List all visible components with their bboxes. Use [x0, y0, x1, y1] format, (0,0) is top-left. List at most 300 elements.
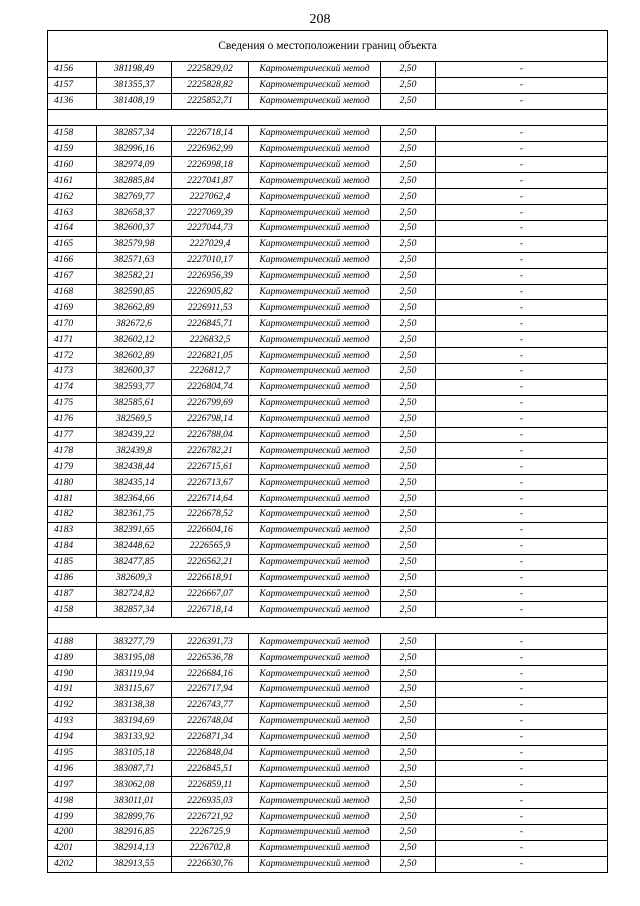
description-cell: -: [436, 522, 608, 538]
y-coordinate-cell: 2226565,9: [172, 538, 249, 554]
point-number-cell: 4136: [48, 93, 97, 109]
precision-cell: 2,50: [381, 713, 436, 729]
x-coordinate-cell: 382364,66: [97, 491, 172, 507]
method-cell: Картометрический метод: [249, 332, 381, 348]
precision-cell: 2,50: [381, 507, 436, 523]
table-row: [48, 475, 608, 491]
x-coordinate-cell: 381408,19: [97, 93, 172, 109]
table-row: [48, 554, 608, 570]
description-cell: -: [436, 93, 608, 109]
point-number-cell: 4165: [48, 236, 97, 252]
table-row: [48, 379, 608, 395]
y-coordinate-cell: 2225829,02: [172, 62, 249, 78]
description-cell: -: [436, 840, 608, 856]
description-cell: -: [436, 173, 608, 189]
point-number-cell: 4188: [48, 634, 97, 650]
group-separator-row: [48, 618, 608, 634]
table-row: [48, 602, 608, 618]
table-row: [48, 570, 608, 586]
method-cell: Картометрический метод: [249, 364, 381, 380]
description-cell: -: [436, 62, 608, 78]
precision-cell: 2,50: [381, 586, 436, 602]
description-cell: -: [436, 602, 608, 618]
y-coordinate-cell: 2226845,71: [172, 316, 249, 332]
description-cell: -: [436, 634, 608, 650]
x-coordinate-cell: 382585,61: [97, 395, 172, 411]
description-cell: -: [436, 189, 608, 205]
y-coordinate-cell: 2226859,11: [172, 777, 249, 793]
table-row: [48, 332, 608, 348]
point-number-cell: 4168: [48, 284, 97, 300]
x-coordinate-cell: 382662,89: [97, 300, 172, 316]
method-cell: Картометрический метод: [249, 284, 381, 300]
table-row: [48, 777, 608, 793]
table-row: [48, 316, 608, 332]
point-number-cell: 4174: [48, 379, 97, 395]
x-coordinate-cell: 382658,37: [97, 205, 172, 221]
description-cell: -: [436, 125, 608, 141]
table-row: [48, 93, 608, 109]
x-coordinate-cell: 382899,76: [97, 809, 172, 825]
y-coordinate-cell: 2227029,4: [172, 236, 249, 252]
precision-cell: 2,50: [381, 666, 436, 682]
point-number-cell: 4200: [48, 824, 97, 840]
precision-cell: 2,50: [381, 761, 436, 777]
method-cell: Картометрический метод: [249, 93, 381, 109]
description-cell: -: [436, 77, 608, 93]
method-cell: Картометрический метод: [249, 793, 381, 809]
precision-cell: 2,50: [381, 252, 436, 268]
method-cell: Картометрический метод: [249, 316, 381, 332]
description-cell: -: [436, 427, 608, 443]
method-cell: Картометрический метод: [249, 761, 381, 777]
description-cell: -: [436, 316, 608, 332]
point-number-cell: 4191: [48, 681, 97, 697]
x-coordinate-cell: 382600,37: [97, 221, 172, 237]
point-number-cell: 4198: [48, 793, 97, 809]
point-number-cell: 4181: [48, 491, 97, 507]
precision-cell: 2,50: [381, 856, 436, 872]
y-coordinate-cell: 2226562,21: [172, 554, 249, 570]
y-coordinate-cell: 2226804,74: [172, 379, 249, 395]
y-coordinate-cell: 2226998,18: [172, 157, 249, 173]
description-cell: -: [436, 332, 608, 348]
point-number-cell: 4199: [48, 809, 97, 825]
x-coordinate-cell: 383138,38: [97, 697, 172, 713]
x-coordinate-cell: 382914,13: [97, 840, 172, 856]
point-number-cell: 4173: [48, 364, 97, 380]
method-cell: Картометрический метод: [249, 570, 381, 586]
x-coordinate-cell: 382672,6: [97, 316, 172, 332]
description-cell: -: [436, 793, 608, 809]
precision-cell: 2,50: [381, 427, 436, 443]
description-cell: -: [436, 475, 608, 491]
point-number-cell: 4160: [48, 157, 97, 173]
y-coordinate-cell: 2226782,21: [172, 443, 249, 459]
point-number-cell: 4180: [48, 475, 97, 491]
x-coordinate-cell: 382602,89: [97, 348, 172, 364]
method-cell: Картометрический метод: [249, 427, 381, 443]
table-row: [48, 824, 608, 840]
point-number-cell: 4159: [48, 141, 97, 157]
point-number-cell: 4177: [48, 427, 97, 443]
description-cell: -: [436, 443, 608, 459]
method-cell: Картометрический метод: [249, 554, 381, 570]
point-number-cell: 4184: [48, 538, 97, 554]
x-coordinate-cell: 382477,85: [97, 554, 172, 570]
point-number-cell: 4187: [48, 586, 97, 602]
point-number-cell: 4163: [48, 205, 97, 221]
y-coordinate-cell: 2227041,87: [172, 173, 249, 189]
point-number-cell: 4167: [48, 268, 97, 284]
y-coordinate-cell: 2227010,17: [172, 252, 249, 268]
x-coordinate-cell: 382857,34: [97, 125, 172, 141]
group-separator-cell: [48, 109, 608, 125]
precision-cell: 2,50: [381, 300, 436, 316]
point-number-cell: 4169: [48, 300, 97, 316]
table-row: [48, 491, 608, 507]
table-row: [48, 809, 608, 825]
x-coordinate-cell: 382913,55: [97, 856, 172, 872]
y-coordinate-cell: 2227044,73: [172, 221, 249, 237]
y-coordinate-cell: 2226630,76: [172, 856, 249, 872]
method-cell: Картометрический метод: [249, 650, 381, 666]
x-coordinate-cell: 383105,18: [97, 745, 172, 761]
precision-cell: 2,50: [381, 125, 436, 141]
point-number-cell: 4178: [48, 443, 97, 459]
table-row: [48, 681, 608, 697]
table-row: [48, 189, 608, 205]
x-coordinate-cell: 383133,92: [97, 729, 172, 745]
precision-cell: 2,50: [381, 268, 436, 284]
method-cell: Картометрический метод: [249, 745, 381, 761]
method-cell: Картометрический метод: [249, 379, 381, 395]
description-cell: -: [436, 364, 608, 380]
point-number-cell: 4162: [48, 189, 97, 205]
x-coordinate-cell: 381355,37: [97, 77, 172, 93]
precision-cell: 2,50: [381, 602, 436, 618]
precision-cell: 2,50: [381, 538, 436, 554]
table-row: [48, 666, 608, 682]
y-coordinate-cell: 2227069,39: [172, 205, 249, 221]
precision-cell: 2,50: [381, 443, 436, 459]
method-cell: Картометрический метод: [249, 713, 381, 729]
precision-cell: 2,50: [381, 205, 436, 221]
table-row: [48, 348, 608, 364]
table-row: [48, 459, 608, 475]
precision-cell: 2,50: [381, 475, 436, 491]
method-cell: Картометрический метод: [249, 809, 381, 825]
y-coordinate-cell: 2226714,64: [172, 491, 249, 507]
point-number-cell: 4166: [48, 252, 97, 268]
method-cell: Картометрический метод: [249, 348, 381, 364]
y-coordinate-cell: 2226935,03: [172, 793, 249, 809]
x-coordinate-cell: 382916,85: [97, 824, 172, 840]
description-cell: -: [436, 761, 608, 777]
precision-cell: 2,50: [381, 729, 436, 745]
method-cell: Картометрический метод: [249, 395, 381, 411]
point-number-cell: 4202: [48, 856, 97, 872]
x-coordinate-cell: 382439,8: [97, 443, 172, 459]
x-coordinate-cell: 382857,34: [97, 602, 172, 618]
method-cell: Картометрический метод: [249, 586, 381, 602]
table-row: [48, 221, 608, 237]
table-row: [48, 364, 608, 380]
method-cell: Картометрический метод: [249, 62, 381, 78]
precision-cell: 2,50: [381, 824, 436, 840]
y-coordinate-cell: 2226905,82: [172, 284, 249, 300]
table-row: [48, 634, 608, 650]
table-row: [48, 761, 608, 777]
precision-cell: 2,50: [381, 634, 436, 650]
description-cell: -: [436, 268, 608, 284]
point-number-cell: 4201: [48, 840, 97, 856]
table-row: [48, 840, 608, 856]
point-number-cell: 4156: [48, 62, 97, 78]
point-number-cell: 4189: [48, 650, 97, 666]
precision-cell: 2,50: [381, 93, 436, 109]
description-cell: -: [436, 666, 608, 682]
x-coordinate-cell: 381198,49: [97, 62, 172, 78]
table-row: [48, 77, 608, 93]
method-cell: Картометрический метод: [249, 157, 381, 173]
x-coordinate-cell: 382724,82: [97, 586, 172, 602]
method-cell: Картометрический метод: [249, 411, 381, 427]
table-row: [48, 793, 608, 809]
description-cell: -: [436, 681, 608, 697]
y-coordinate-cell: 2226725,9: [172, 824, 249, 840]
method-cell: Картометрический метод: [249, 666, 381, 682]
description-cell: -: [436, 221, 608, 237]
description-cell: -: [436, 538, 608, 554]
table-row: [48, 586, 608, 602]
boundary-coordinates-table: [47, 30, 608, 873]
table-header-row: [48, 31, 608, 62]
method-cell: Картометрический метод: [249, 205, 381, 221]
x-coordinate-cell: 383119,94: [97, 666, 172, 682]
y-coordinate-cell: 2226821,05: [172, 348, 249, 364]
point-number-cell: 4175: [48, 395, 97, 411]
point-number-cell: 4192: [48, 697, 97, 713]
precision-cell: 2,50: [381, 236, 436, 252]
y-coordinate-cell: 2226667,07: [172, 586, 249, 602]
method-cell: Картометрический метод: [249, 824, 381, 840]
point-number-cell: 4182: [48, 507, 97, 523]
table-row: [48, 300, 608, 316]
x-coordinate-cell: 382996,16: [97, 141, 172, 157]
precision-cell: 2,50: [381, 141, 436, 157]
y-coordinate-cell: 2226536,78: [172, 650, 249, 666]
x-coordinate-cell: 382593,77: [97, 379, 172, 395]
y-coordinate-cell: 2226718,14: [172, 602, 249, 618]
x-coordinate-cell: 383194,69: [97, 713, 172, 729]
point-number-cell: 4194: [48, 729, 97, 745]
point-number-cell: 4164: [48, 221, 97, 237]
description-cell: -: [436, 507, 608, 523]
coordinates-sheet: [47, 30, 607, 873]
precision-cell: 2,50: [381, 379, 436, 395]
point-number-cell: 4176: [48, 411, 97, 427]
method-cell: Картометрический метод: [249, 221, 381, 237]
x-coordinate-cell: 382439,22: [97, 427, 172, 443]
point-number-cell: 4197: [48, 777, 97, 793]
table-row: [48, 268, 608, 284]
method-cell: Картометрический метод: [249, 77, 381, 93]
precision-cell: 2,50: [381, 316, 436, 332]
y-coordinate-cell: 2226799,69: [172, 395, 249, 411]
precision-cell: 2,50: [381, 348, 436, 364]
method-cell: Картометрический метод: [249, 459, 381, 475]
table-row: [48, 729, 608, 745]
table-row: [48, 650, 608, 666]
x-coordinate-cell: 383087,71: [97, 761, 172, 777]
precision-cell: 2,50: [381, 173, 436, 189]
section-title: Сведения о местоположении границ объекта: [48, 31, 608, 62]
table-row: [48, 252, 608, 268]
method-cell: Картометрический метод: [249, 697, 381, 713]
x-coordinate-cell: 383115,67: [97, 681, 172, 697]
table-row: [48, 713, 608, 729]
table-row: [48, 443, 608, 459]
y-coordinate-cell: 2226788,04: [172, 427, 249, 443]
y-coordinate-cell: 2225828,82: [172, 77, 249, 93]
y-coordinate-cell: 2226911,53: [172, 300, 249, 316]
x-coordinate-cell: 382600,37: [97, 364, 172, 380]
method-cell: Картометрический метод: [249, 125, 381, 141]
point-number-cell: 4196: [48, 761, 97, 777]
point-number-cell: 4157: [48, 77, 97, 93]
y-coordinate-cell: 2226956,39: [172, 268, 249, 284]
precision-cell: 2,50: [381, 395, 436, 411]
table-row: [48, 205, 608, 221]
x-coordinate-cell: 382609,3: [97, 570, 172, 586]
precision-cell: 2,50: [381, 745, 436, 761]
x-coordinate-cell: 382590,85: [97, 284, 172, 300]
table-row: [48, 141, 608, 157]
description-cell: -: [436, 459, 608, 475]
y-coordinate-cell: 2226721,92: [172, 809, 249, 825]
x-coordinate-cell: 382571,63: [97, 252, 172, 268]
y-coordinate-cell: 2226604,16: [172, 522, 249, 538]
description-cell: -: [436, 650, 608, 666]
method-cell: Картометрический метод: [249, 634, 381, 650]
y-coordinate-cell: 2226845,51: [172, 761, 249, 777]
method-cell: Картометрический метод: [249, 777, 381, 793]
description-cell: -: [436, 809, 608, 825]
method-cell: Картометрический метод: [249, 141, 381, 157]
precision-cell: 2,50: [381, 809, 436, 825]
x-coordinate-cell: 382448,62: [97, 538, 172, 554]
precision-cell: 2,50: [381, 681, 436, 697]
precision-cell: 2,50: [381, 840, 436, 856]
y-coordinate-cell: 2226717,94: [172, 681, 249, 697]
x-coordinate-cell: 383195,08: [97, 650, 172, 666]
x-coordinate-cell: 383011,01: [97, 793, 172, 809]
x-coordinate-cell: 383277,79: [97, 634, 172, 650]
precision-cell: 2,50: [381, 491, 436, 507]
point-number-cell: 4158: [48, 602, 97, 618]
y-coordinate-cell: 2226812,7: [172, 364, 249, 380]
method-cell: Картометрический метод: [249, 236, 381, 252]
y-coordinate-cell: 2226718,14: [172, 125, 249, 141]
description-cell: -: [436, 300, 608, 316]
point-number-cell: 4170: [48, 316, 97, 332]
precision-cell: 2,50: [381, 364, 436, 380]
method-cell: Картометрический метод: [249, 252, 381, 268]
point-number-cell: 4172: [48, 348, 97, 364]
table-row: [48, 856, 608, 872]
table-row: [48, 697, 608, 713]
point-number-cell: 4193: [48, 713, 97, 729]
description-cell: -: [436, 713, 608, 729]
method-cell: Картометрический метод: [249, 491, 381, 507]
point-number-cell: 4186: [48, 570, 97, 586]
table-row: [48, 284, 608, 300]
description-cell: -: [436, 745, 608, 761]
method-cell: Картометрический метод: [249, 856, 381, 872]
x-coordinate-cell: 382974,09: [97, 157, 172, 173]
x-coordinate-cell: 382885,84: [97, 173, 172, 189]
description-cell: -: [436, 491, 608, 507]
description-cell: -: [436, 697, 608, 713]
description-cell: -: [436, 411, 608, 427]
description-cell: -: [436, 856, 608, 872]
precision-cell: 2,50: [381, 411, 436, 427]
y-coordinate-cell: 2226702,8: [172, 840, 249, 856]
point-number-cell: 4158: [48, 125, 97, 141]
precision-cell: 2,50: [381, 62, 436, 78]
y-coordinate-cell: 2226748,04: [172, 713, 249, 729]
description-cell: -: [436, 729, 608, 745]
x-coordinate-cell: 382438,44: [97, 459, 172, 475]
y-coordinate-cell: 2226618,91: [172, 570, 249, 586]
y-coordinate-cell: 2226715,61: [172, 459, 249, 475]
method-cell: Картометрический метод: [249, 840, 381, 856]
x-coordinate-cell: 383062,08: [97, 777, 172, 793]
description-cell: -: [436, 252, 608, 268]
precision-cell: 2,50: [381, 570, 436, 586]
y-coordinate-cell: 2226871,34: [172, 729, 249, 745]
description-cell: -: [436, 205, 608, 221]
description-cell: -: [436, 348, 608, 364]
precision-cell: 2,50: [381, 777, 436, 793]
point-number-cell: 4183: [48, 522, 97, 538]
description-cell: -: [436, 379, 608, 395]
method-cell: Картометрический метод: [249, 173, 381, 189]
x-coordinate-cell: 382435,14: [97, 475, 172, 491]
x-coordinate-cell: 382569,5: [97, 411, 172, 427]
precision-cell: 2,50: [381, 284, 436, 300]
y-coordinate-cell: 2226962,99: [172, 141, 249, 157]
description-cell: -: [436, 586, 608, 602]
method-cell: Картометрический метод: [249, 522, 381, 538]
point-number-cell: 4190: [48, 666, 97, 682]
precision-cell: 2,50: [381, 793, 436, 809]
table-row: [48, 411, 608, 427]
description-cell: -: [436, 157, 608, 173]
group-separator-row: [48, 109, 608, 125]
table-row: [48, 395, 608, 411]
method-cell: Картометрический метод: [249, 443, 381, 459]
precision-cell: 2,50: [381, 554, 436, 570]
y-coordinate-cell: 2226798,14: [172, 411, 249, 427]
x-coordinate-cell: 382602,12: [97, 332, 172, 348]
method-cell: Картометрический метод: [249, 681, 381, 697]
precision-cell: 2,50: [381, 221, 436, 237]
point-number-cell: 4195: [48, 745, 97, 761]
y-coordinate-cell: 2226832,5: [172, 332, 249, 348]
table-row: [48, 125, 608, 141]
